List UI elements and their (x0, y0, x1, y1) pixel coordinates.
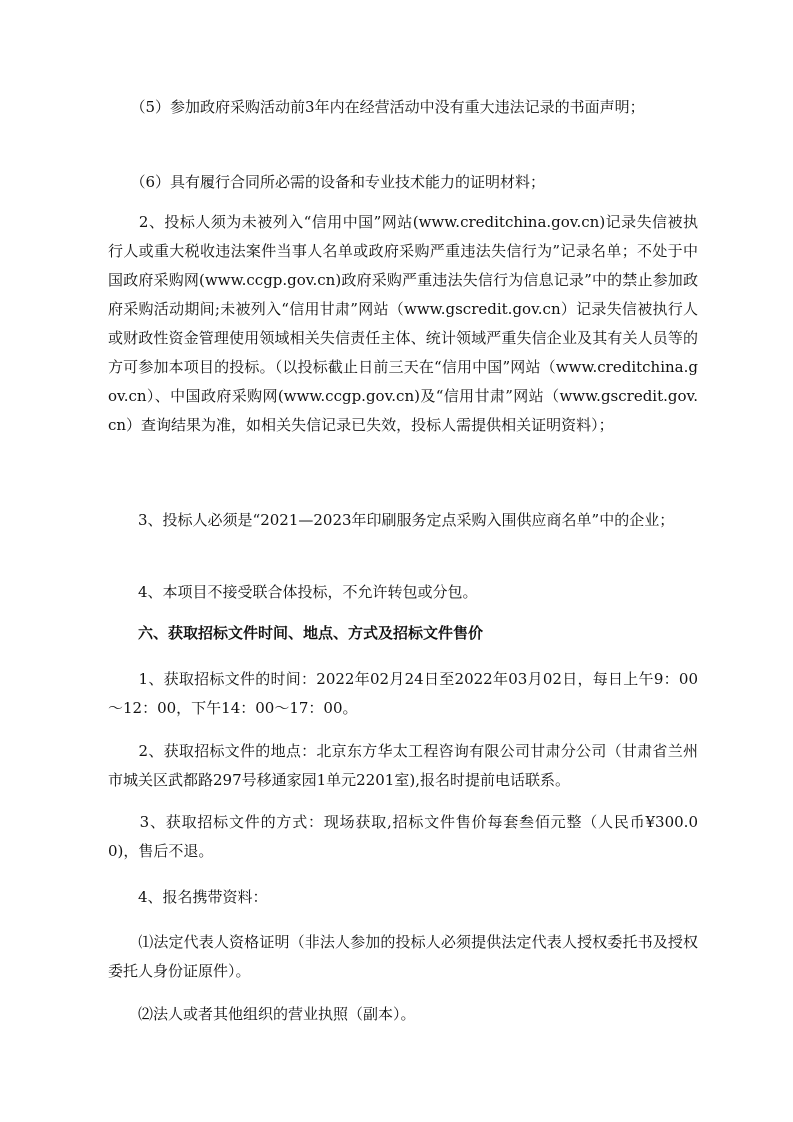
paragraph-credit-requirement: 2、投标人须为未被列入“信用中国”网站(www.creditchina.gov.cn)记录失信被执行人或重大税收违法案件当事人名单或政府采购严重违法失信行为”记录名单；不处于中国政府采购网(www.ccgp.gov.cn)政府采购严重违法失信行为信息记录”中的禁止参加政府采购活动期间;未被列入“信用甘肃”网站（www.gscredit.gov.cn）记录失信被执行人或财政性资金管理使用领域相关失信责任主体、统计领域严重失信企业及其有关人员等的方可参加本项目的投标。（以投标截止日前三天在“信用中国”网站（www.creditchina.gov.cn）、中国政府采购网(www.ccgp.gov.cn)及“信用甘肃”网站（www.gscredit.gov.cn）查询结果为准，如相关失信记录已失效，投标人需提供相关证明资料）； (108, 213, 698, 434)
paragraph-clause-5: （5）参加政府采购活动前3年内在经营活动中没有重大违法记录的书面声明； (108, 98, 645, 116)
paragraph-registration-materials: 4、报名携带资料： (108, 888, 268, 906)
paragraph-no-consortium: 4、本项目不接受联合体投标，不允许转包或分包。 (108, 583, 478, 601)
paragraph-acquisition-method: 3、获取招标文件的方式：现场获取,招标文件售价每套叁佰元整（人民币¥300.00)，售后不退。 (108, 813, 698, 860)
paragraph-business-license: ⑵法人或者其他组织的营业执照（副本）。 (108, 1005, 416, 1023)
paragraph-supplier-list: 3、投标人必须是“2021—2023年印刷服务定点采购入围供应商名单”中的企业； (108, 511, 675, 529)
paragraph-legal-representative: ⑴法定代表人资格证明（非法人参加的投标人必须提供法定代表人授权委托书及授权委托人身份证原件）。 (108, 933, 698, 980)
section-heading-six: 六、获取招标文件时间、地点、方式及招标文件售价 (108, 624, 484, 642)
paragraph-acquisition-place: 2、获取招标文件的地点：北京东方华太工程咨询有限公司甘肃分公司（甘肃省兰州市城关区武都路297号移通家园1单元2201室),报名时提前电话联系。 (108, 742, 698, 789)
paragraph-acquisition-time: 1、获取招标文件的时间：2022年02月24日至2022年03月02日，每日上午9：00～12：00，下午14：00～17：00。 (108, 670, 698, 717)
paragraph-clause-6: （6）具有履行合同所必需的设备和专业技术能力的证明材料； (108, 173, 546, 191)
